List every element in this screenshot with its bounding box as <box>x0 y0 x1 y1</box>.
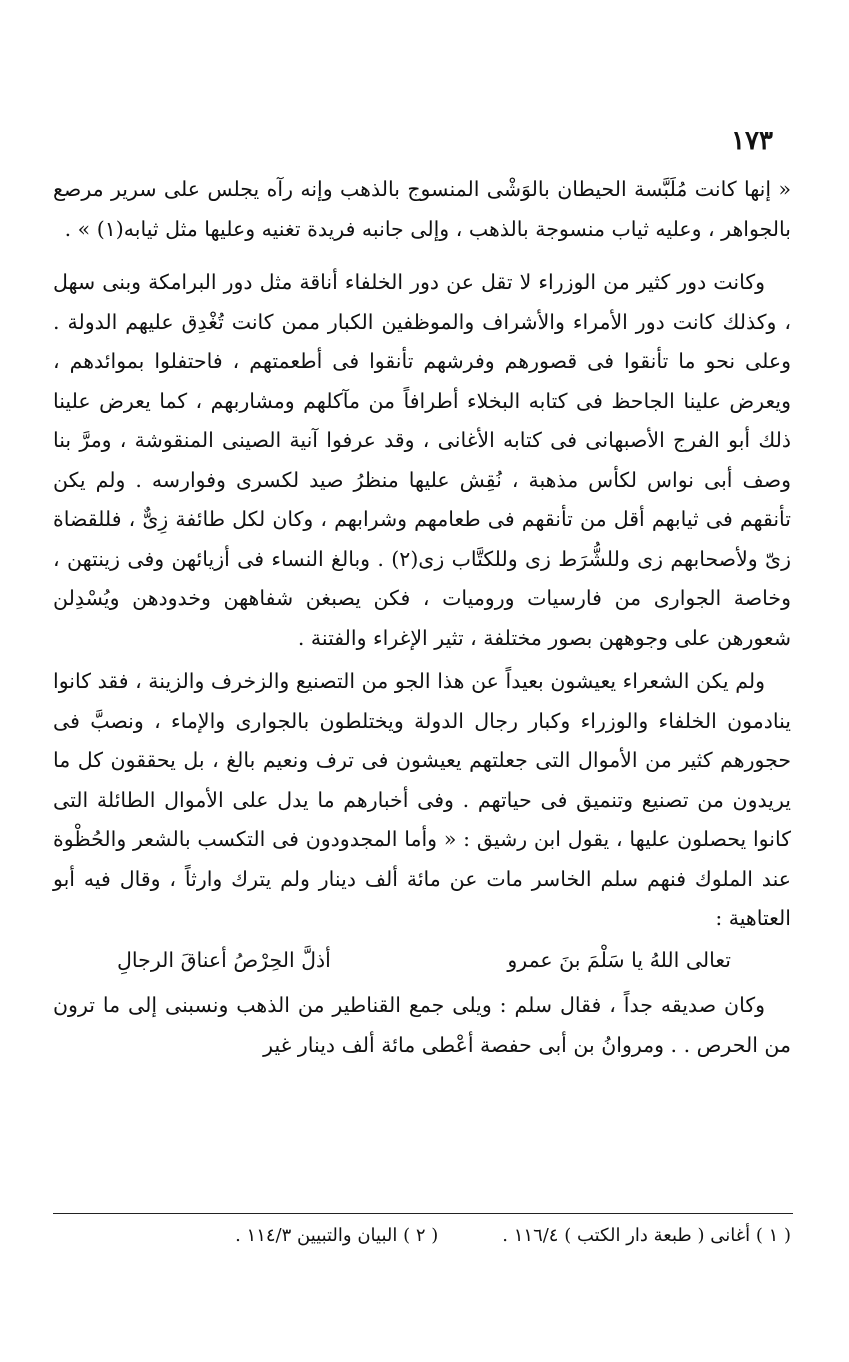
page-number: ١٧٣ <box>731 126 773 156</box>
footnote-divider <box>53 1213 793 1214</box>
footnote-2: ( ٢ ) البيان والتبيين ١١٤/٣ . <box>235 1225 439 1246</box>
paragraph-poets: ولم يكن الشعراء يعيشون بعيداً عن هذا الجو من التصنيع والزخرف والزينة ، فقد كانوا ينادمون الخلفاء والوزراء وكبار رجال الدولة ويختلطون بالجوارى والإماء ، ونصبَّ فى حجورهم كثير من الأموال التى جعلتهم يعيشون فى ترف ونعيم بالغ ، بل يحققون كل ما يريدون من تصنيع وتنميق فى حياتهم . وفى أخبارهم ما يدل على الأموال الطائلة التى كانوا يحصلون عليها ، يقول ابن رشيق : « وأما المجدودون فى التكسب بالشعر والحُظْوة عند الملوك فنهم سلم الخاسر مات عن مائة ألف دينار ولم يترك وارثاً ، وقال فيه أبو العتاهية : <box>53 669 791 930</box>
verse-second-hemistich: أذلَّ الحِرْصُ أعناقَ الرجالِ <box>117 947 331 972</box>
verse-first-hemistich: تعالى اللهُ يا سَلْمَ بنَ عمرو <box>507 947 731 972</box>
paragraph-quote-continuation: « إنها كانت مُلَبَّسة الحيطان بالوَشْى المنسوج بالذهب وإنه رآه يجلس على سرير مرصع بالجواهر ، وعليه ثياب منسوجة بالذهب ، وإلى جانبه فريدة تغنيه وعليها مثل ثيابه(١) » . <box>53 177 791 241</box>
footnote-1: ( ١ ) أغانى ( طبعة دار الكتب ) ١١٦/٤ . <box>502 1225 791 1246</box>
main-text <box>53 170 791 1065</box>
poetry-verse <box>53 941 791 981</box>
footnotes <box>53 1222 791 1250</box>
paragraph-salm-friend: وكان صديقه جداً ، فقال سلم : ويلى جمع القناطير من الذهب ونسبنى إلى ما ترون من الحرص . . ومروانُ بن أبى حفصة أعْطى مائة ألف دينار غير <box>53 993 791 1057</box>
paragraph-luxury-of-ministers: وكانت دور كثير من الوزراء لا تقل عن دور الخلفاء أناقة مثل دور البرامكة وبنى سهل ، وكذلك كانت دور الأمراء والأشراف والموظفين الكبار ممن كانت تُغْدِق عليهم الدولة . وعلى نحو ما تأنقوا فى قصورهم وفرشهم تأنقوا فى أطعمتهم ، فاحتفلوا بموائدهم ، ويعرض علينا الجاحظ فى كتابه البخلاء أطرافاً من مآكلهم ومشاربهم ، كما يعرض علينا ذلك أبو الفرج الأصبهانى فى كتابه الأغانى ، وقد عرفوا آنية الصينى المنقوشة ، ومرَّ بنا وصف أبى نواس لكأس مذهبة ، نُقِش عليها منظرُ صيد لكسرى وفوارسه . ولم يكن تأنقهم فى ثيابهم أقل من تأنقهم فى طعامهم وشرابهم ، وكان لكل طائفة زِىٌّ ، فللقضاة زىّ ولأصحابهم زى وللشُّرَط زى وللكتَّاب زى(٢) . وبالغ النساء فى أزيائهن وفى زينتهن ، وخاصة الجوارى من فارسيات وروميات ، فكن يصبغن شفاههن وخدودهن ويُسْدِلن شعورهن على وجوههن بصور مختلفة ، تثير الإغراء والفتنة . <box>53 270 791 650</box>
